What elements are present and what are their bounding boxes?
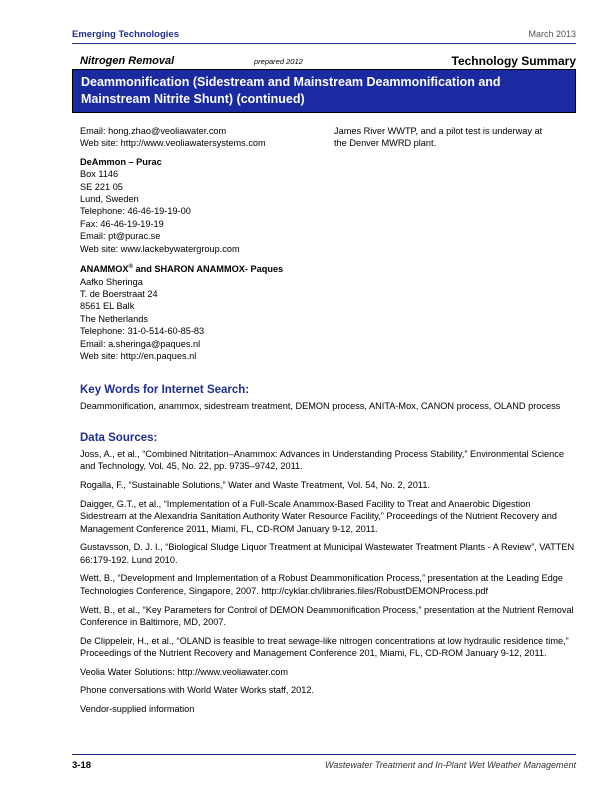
keywords-text: Deammonification, anammox, sidestream treatment, DEMON process, ANITA-Mox, CANON process, OLAND process bbox=[80, 401, 561, 411]
reference-item: Veolia Water Solutions: http://www.veoliawater.com bbox=[80, 666, 289, 677]
data-sources-heading: Data Sources: bbox=[80, 432, 158, 444]
vendor-name-part: and SHARON ANAMMOX- Paques bbox=[132, 264, 284, 275]
vendor-line: 8561 EL Balk bbox=[80, 301, 135, 312]
title-banner bbox=[72, 69, 576, 113]
vendor-line: Fax: 46-46-19-19-19 bbox=[80, 218, 164, 229]
page-title: Deammonification (Sidestream and Mainstream Deammonification and Mainstream Nitrite Shunt) (continued) bbox=[81, 75, 501, 106]
vendor-line: Lund, Sweden bbox=[80, 194, 139, 205]
vendor-line: T. de Boerstraat 24 bbox=[80, 288, 158, 299]
vendor-line: Web site: www.lackebywatergroup.com bbox=[80, 243, 240, 254]
header-divider bbox=[72, 43, 576, 44]
footer-divider bbox=[72, 754, 576, 755]
reference-item: Gustavsson, D. J. I., “Biological Sludge Liquor Treatment at Municipal Wastewater Treatment Plants - A Review”, VATTEN 66:179-192. Lund 2010. bbox=[80, 542, 575, 565]
reference-item: Rogalla, F., “Sustainable Solutions,” Water and Waste Treatment, Vol. 54, No. 2, 2011. bbox=[80, 480, 430, 491]
vendor-line: The Netherlands bbox=[80, 313, 148, 324]
reference-item: Daigger, G.T., et al., “Implementation of a Full-Scale Anammox-Based Facility to Treat and Anaerobic Digestion Sidestream at the Alexandria Sanitation Authority Water Resource Facility,” Proceedings of the Nutrient Recovery and Management Conference 2011, Miami, FL, CD-ROM January 9-12, 2011. bbox=[80, 498, 557, 534]
vendor-line: Aafko Sheringa bbox=[80, 276, 143, 287]
vendor-name-anammox bbox=[80, 261, 320, 275]
registered-mark: ® bbox=[128, 264, 133, 271]
header-date: March 2013 bbox=[528, 29, 576, 39]
reference-item: Vendor-supplied information bbox=[80, 704, 195, 715]
vendor-name-part: ANAMMOX bbox=[80, 264, 129, 275]
vendor-line: Telephone: 31-0-514-60-85-83 bbox=[80, 326, 205, 337]
vendor-line: Email: pt@purac.se bbox=[80, 231, 161, 242]
continued-text: James River WWTP, and a pilot test is underway at bbox=[334, 126, 543, 136]
vendor-line: Box 1146 bbox=[80, 169, 119, 180]
reference-item: Joss, A., et al., “Combined Nitritation–Anammox: Advances in Understanding Process Stability,” Environmental Science and Technology, Vol. 45, No. 22, pp. 9735–9742, 2011. bbox=[80, 449, 564, 472]
reference-item: De Clippeleir, H., et al., “OLAND is feasible to treat sewage-like nitrogen concentrations at low hydraulic residence time,” Proceedings of the Nutrient Recovery and Management Conference 201, Miami, FL, CD-ROM January 9-12, 2011. bbox=[80, 635, 569, 659]
data-sources-section bbox=[80, 432, 575, 722]
continued-text: the Denver MWRD plant. bbox=[334, 138, 437, 149]
summary-label: Technology Summary bbox=[451, 54, 576, 68]
reference-item: Wett, B., “Development and Implementation of a Robust Deammonification Process,” presentation at the Leading Edge Technologies Conference, Singapore, 2007. http://cyklar.ch/libraries.files/RobustDEMONProcess.pdf bbox=[80, 573, 563, 596]
reference-item: Wett, B., et al., “Key Parameters for Control of DEMON Deammonification Process,” presentation at the Nutrient Removal Conference in Baltimore, MD, 2007. bbox=[80, 604, 574, 627]
vendor-line: SE 221 05 bbox=[80, 181, 123, 192]
vendor-line: Telephone: 46-46-19-19-00 bbox=[80, 206, 191, 217]
prepared-label: prepared 2012 bbox=[254, 57, 303, 66]
footer-title: Wastewater Treatment and In-Plant Wet Weather Management bbox=[325, 760, 576, 770]
contact-website: Web site: http://www.veoliawatersystems.com bbox=[80, 138, 266, 149]
left-column bbox=[80, 125, 320, 362]
page-number: 3-18 bbox=[72, 760, 92, 771]
header-series-title: Emerging Technologies bbox=[72, 29, 179, 40]
vendor-line: Web site: http://en.paques.nl bbox=[80, 350, 197, 361]
running-header bbox=[72, 29, 576, 43]
right-column bbox=[334, 125, 570, 150]
keywords-heading: Key Words for Internet Search: bbox=[80, 384, 250, 396]
keywords-section bbox=[80, 384, 575, 412]
vendor-line: Email: a.sheringa@paques.nl bbox=[80, 338, 201, 349]
topic-label: Nitrogen Removal bbox=[80, 55, 175, 67]
contact-email: Email: hong.zhao@veoliawater.com bbox=[80, 126, 227, 136]
vendor-name-deammon: DeAmmon – Purac bbox=[80, 156, 162, 167]
reference-item: Phone conversations with World Water Works staff, 2012. bbox=[80, 685, 315, 696]
